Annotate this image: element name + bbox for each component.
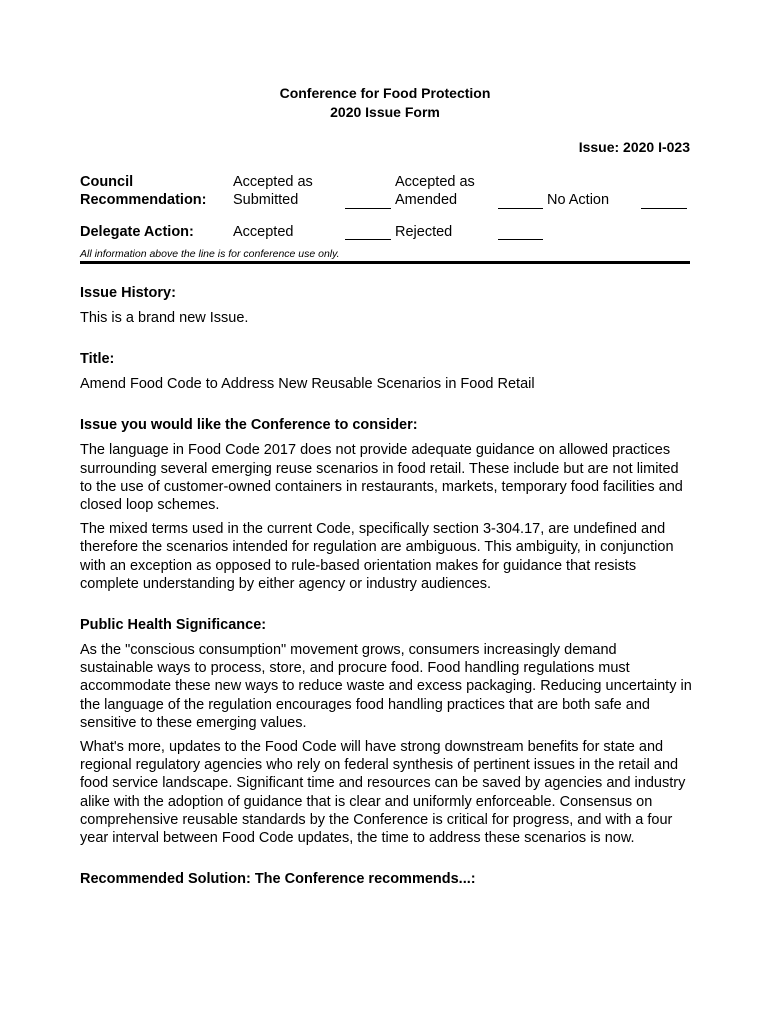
title-heading: Title:: [80, 351, 115, 368]
council-blank-no-action[interactable]: [641, 208, 687, 209]
council-blank-accepted-submitted[interactable]: [345, 208, 391, 209]
delegate-option-accepted: Accepted: [233, 224, 294, 240]
council-option-accepted-submitted-line1: Accepted as: [233, 174, 313, 190]
council-label: [80, 173, 207, 209]
council-label-line1: Council: [80, 174, 134, 190]
issue-number: Issue: 2020 I-023: [578, 139, 690, 155]
public-health-heading: Public Health Significance:: [80, 617, 267, 634]
council-option-accepted-submitted: [233, 173, 313, 209]
document-header: [0, 84, 770, 122]
issue-history-heading: Issue History:: [80, 285, 176, 301]
council-blank-accepted-amended[interactable]: [498, 208, 543, 209]
council-option-accepted-amended-line1: Accepted as: [395, 174, 475, 190]
issue-consider-heading: Issue you would like the Conference to consider:: [80, 417, 418, 434]
form-title: 2020 Issue Form: [330, 104, 440, 120]
document-body: [80, 284, 692, 895]
divider-line: [80, 261, 690, 264]
issue-consider-paragraph-2: The mixed terms used in the current Code, specifically section 3-304.17, are undefined and therefore the scenarios intended for regulation are ambiguous. This ambiguity, in conjunction with an exception as opposed to rule-based orientation makes for guidance that resists complete understanding by either agency or industry audiences.: [80, 521, 674, 592]
recommended-solution-heading: Recommended Solution: The Conference recommends...:: [80, 871, 476, 888]
conference-title: Conference for Food Protection: [279, 85, 491, 101]
delegate-label: Delegate Action:: [80, 224, 194, 240]
council-option-accepted-submitted-line2: Submitted: [233, 192, 299, 208]
public-health-paragraph-2: What's more, updates to the Food Code will have strong downstream benefits for state and regional regulatory agencies who rely on federal synthesis of pertinent issues in the retail and food service landscape. Significant time and resources can be saved by agencies and industry alike with the adoption of guidance that is clear and uniformly enforceable. Consensus on comprehensive reusable standards by the Conference is critical for progress, and with a four year interval between Food Code updates, the time to address these scenarios is now.: [80, 739, 686, 847]
council-option-no-action: No Action: [547, 192, 610, 208]
council-label-line2: Recommendation:: [80, 192, 207, 208]
council-option-accepted-amended: [395, 173, 475, 209]
delegate-option-rejected: Rejected: [395, 224, 453, 240]
conference-use-note: All information above the line is for conference use only.: [80, 248, 340, 260]
delegate-blank-rejected[interactable]: [498, 239, 543, 240]
public-health-paragraph-1: As the "conscious consumption" movement grows, consumers increasingly demand sustainable ways to process, store, and procure food. Food handling regulations must accommodate these new ways to reduce waste and excess packaging. Reducing uncertainty in the language of the regulation encourages food handling practices that are both safe and sensitive to these emerging values.: [80, 642, 692, 731]
council-option-accepted-amended-line2: Amended: [395, 192, 458, 208]
issue-history-text: This is a brand new Issue.: [80, 310, 249, 326]
issue-consider-paragraph-1: The language in Food Code 2017 does not provide adequate guidance on allowed practices surrounding several emerging reuse scenarios in food retail. These include but are not limited to the use of customer-owned containers in restaurants, markets, temporary food facilities and closed loop schemes.: [80, 442, 683, 514]
title-text: Amend Food Code to Address New Reusable Scenarios in Food Retail: [80, 376, 535, 393]
delegate-blank-accepted[interactable]: [345, 239, 391, 240]
